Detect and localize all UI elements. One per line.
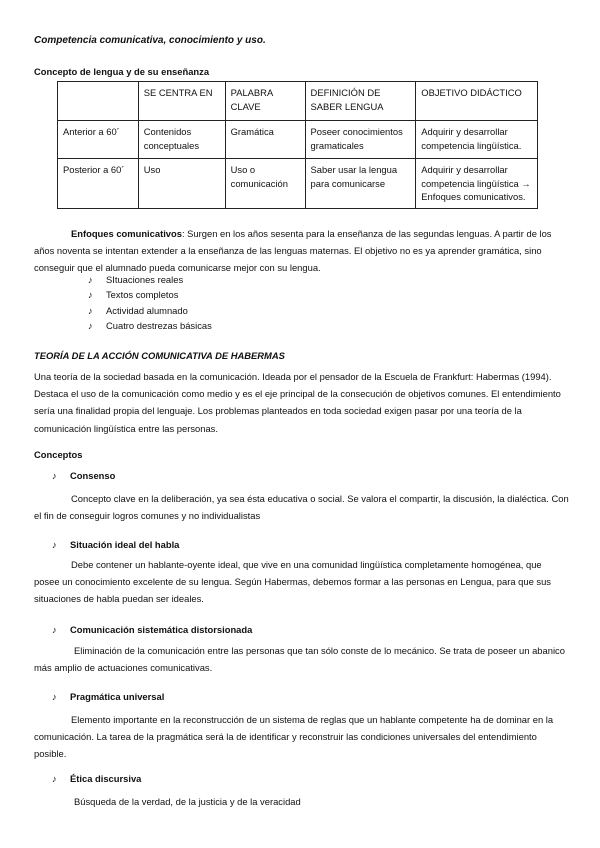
table-header-row [58,82,538,121]
table-cell: Posterior a 60´ [58,159,139,209]
table-cell: Adquirir y desarrollar competencia lingüística. [416,121,538,159]
table-row [58,159,538,209]
concept-text-pragmatica: Elemento importante en la reconstrucción de un sistema de reglas que un hablante competente ha de dominar en la comunicación. La tarea de la pragmática será la de identificar y reconstruir las condiciones universales del entendimiento posible. [34,714,554,760]
table-cell: Adquirir y desarrollar competencia lingüística → Enfoques comunicativos. [416,159,538,209]
music-note-icon: ♪ [52,691,57,702]
table-cell: Saber usar la lengua para comunicarse [305,159,416,209]
enfoques-paragraph [34,225,569,277]
enfoques-label: Enfoques comunicativos [71,228,182,239]
table-header-cell: PALABRA CLAVE [225,82,305,121]
table-cell: Contenidos conceptuales [138,121,225,159]
document-page: Competencia comunicativa, conocimiento y uso. Concepto de lengua y de su enseñanza SE CENTRA EN PALABRA CLAVE DEFINICIÓN DE SABER LENGUA OBJETIVO DIDÁCTICO Anterior a 60´ Contenidos conceptuales Gramática Poseer conocimientos gramaticales Adquirir y desarrollar competencia lingüística. Posterior a 60´ Uso Uso o comunicación Saber usar la lengua para comunicarse Adquirir y desarrollar competencia lingüística → Enfoques comunicativos. Enfoques comunicativos: Surgen en los años sesenta para la enseñanza de las segundas lenguas. A partir de los años noventa se intentan extender a la enseñanza de las lenguas maternas. El objetivo no es ya aprender gramática, sino conseguir que el alumnado pueda comunicarse mejor con su lengua. ♪ SItuaciones reales ♪ Textos completos ♪ Actividad alumnado ♪ Cuatro destrezas básicas TEORÍA DE LA ACCIÓN COMUNICATIVA DE HABERMAS Una teoría de la sociedad basada en la comunicación. Ideada por el pensador de la Escuela de Frankfurt: Habermas (1994). Destaca el uso de la comunicación como medio y es el eje principal de la consecución de objetivos comunes. El entendimiento sería una finalidad propia del lenguaje. Los problemas planteados en toda sociedad exigen pasar por una teoría de la comunicación lingüística entre las personas. Conceptos ♪ Consenso Concepto clave en la deliberación, ya sea ésta educativa o social. Se valora el compartir, la discusión, la dialéctica. Con el fin de conseguir logros comunes y no individualistas ♪ Situación ideal del habla Debe contener un hablante-oyente ideal, que vive en una comunidad lingüística completamente homogénea, que posee un conocimiento excelente de su lengua. Según Habermas, debemos formar a las personas en Lengua, para que sus situaciones de habla puedan ser ideales. ♪ Comunicación sistemática distorsionada Eliminación de la comunicación entre las personas que tan sólo conste de lo mecánico. Se trata de poseer un abanico más amplio de actuaciones comunicativas. ♪ Pragmática universal Elemento importante en la reconstrucción de un sistema de reglas que un hablante competente ha de dominar en la comunicación. La tarea de la pragmática será la de identificar y reconstruir las condiciones universales del entendimiento posible. ♪ Ética discursiva Búsqueda de la verdad, de la justicia y de la veracidad [0,0,600,848]
music-note-icon: ♪ [52,773,57,784]
music-note-icon: ♪ [88,319,93,331]
music-note-icon: ♪ [88,304,93,316]
concept-heading-situacion: ♪ Situación ideal del habla [52,539,180,550]
concept-text-comunicacion: Eliminación de la comunicación entre las personas que tan sólo conste de lo mecánico. Se trata de poseer un abanico más amplio de actuaciones comunicativas. [34,645,565,674]
document-title: Competencia comunicativa, conocimiento y uso. [34,35,266,46]
concept-heading-consenso: ♪ Consenso [52,470,116,481]
table-row [58,121,538,159]
table-header-cell: SE CENTRA EN [138,82,225,121]
table-header-cell: OBJETIVO DIDÁCTICO [416,82,538,121]
music-note-icon: ♪ [88,274,93,285]
table-header-cell: DEFINICIÓN DE SABER LENGUA [305,82,416,121]
habermas-heading: TEORÍA DE LA ACCIÓN COMUNICATIVA DE HABERMAS [34,350,285,361]
music-note-icon: ♪ [52,470,57,481]
table-header-cell [58,82,139,121]
music-note-icon: ♪ [52,539,57,550]
table-cell: Gramática [225,121,305,159]
concept-text-consenso: Concepto clave en la deliberación, ya sea ésta educativa o social. Se valora el compartir, la discusión, la dialéctica. Con el fin de conseguir logros comunes y no individualistas [34,493,569,522]
section-heading-concepto: Concepto de lengua y de su enseñanza [34,66,210,77]
music-note-icon: ♪ [88,289,93,301]
table-cell: Anterior a 60´ [58,121,139,159]
habermas-paragraph: Una teoría de la sociedad basada en la comunicación. Ideada por el pensador de la Escuela de Frankfurt: Habermas (1994). Destaca el uso de la comunicación como medio y es el eje principal de la consecución de objetivos comunes. El entendimiento sería una finalidad propia del lenguaje. Los problemas planteados en toda sociedad exigen pasar por una teoría de la comunicación lingüística entre las personas. [34,371,561,434]
table-cell: Uso [138,159,225,209]
concept-heading-etica: ♪ Ética discursiva [52,773,142,784]
conceptos-heading: Conceptos [34,449,83,460]
concept-table [57,81,538,209]
concept-text-etica: Búsqueda de la verdad, de la justicia y de la veracidad [74,796,301,807]
music-note-icon: ♪ [52,624,57,635]
enfoques-text: : Surgen en los años sesenta para la enseñanza de las segundas lenguas. A partir de los años noventa se intentan extender a la enseñanza de las lenguas maternas. El objetivo no es ya aprender gramática, sino conseguir que el alumnado pueda comunicarse mejor con su lengua. [34,228,552,274]
concept-heading-comunicacion: ♪ Comunicación sistemática distorsionada [52,624,253,635]
concept-text-situacion: Debe contener un hablante-oyente ideal, que vive en una comunidad lingüística completamente homogénea, que posee un conocimiento excelente de su lengua. Según Habermas, debemos formar a las personas en Lengua, para que sus situaciones de habla puedan ser ideales. [34,559,551,605]
concept-heading-pragmatica: ♪ Pragmática universal [52,691,165,702]
table-cell: Uso o comunicación [225,159,305,209]
table-cell: Poseer conocimientos gramaticales [305,121,416,159]
